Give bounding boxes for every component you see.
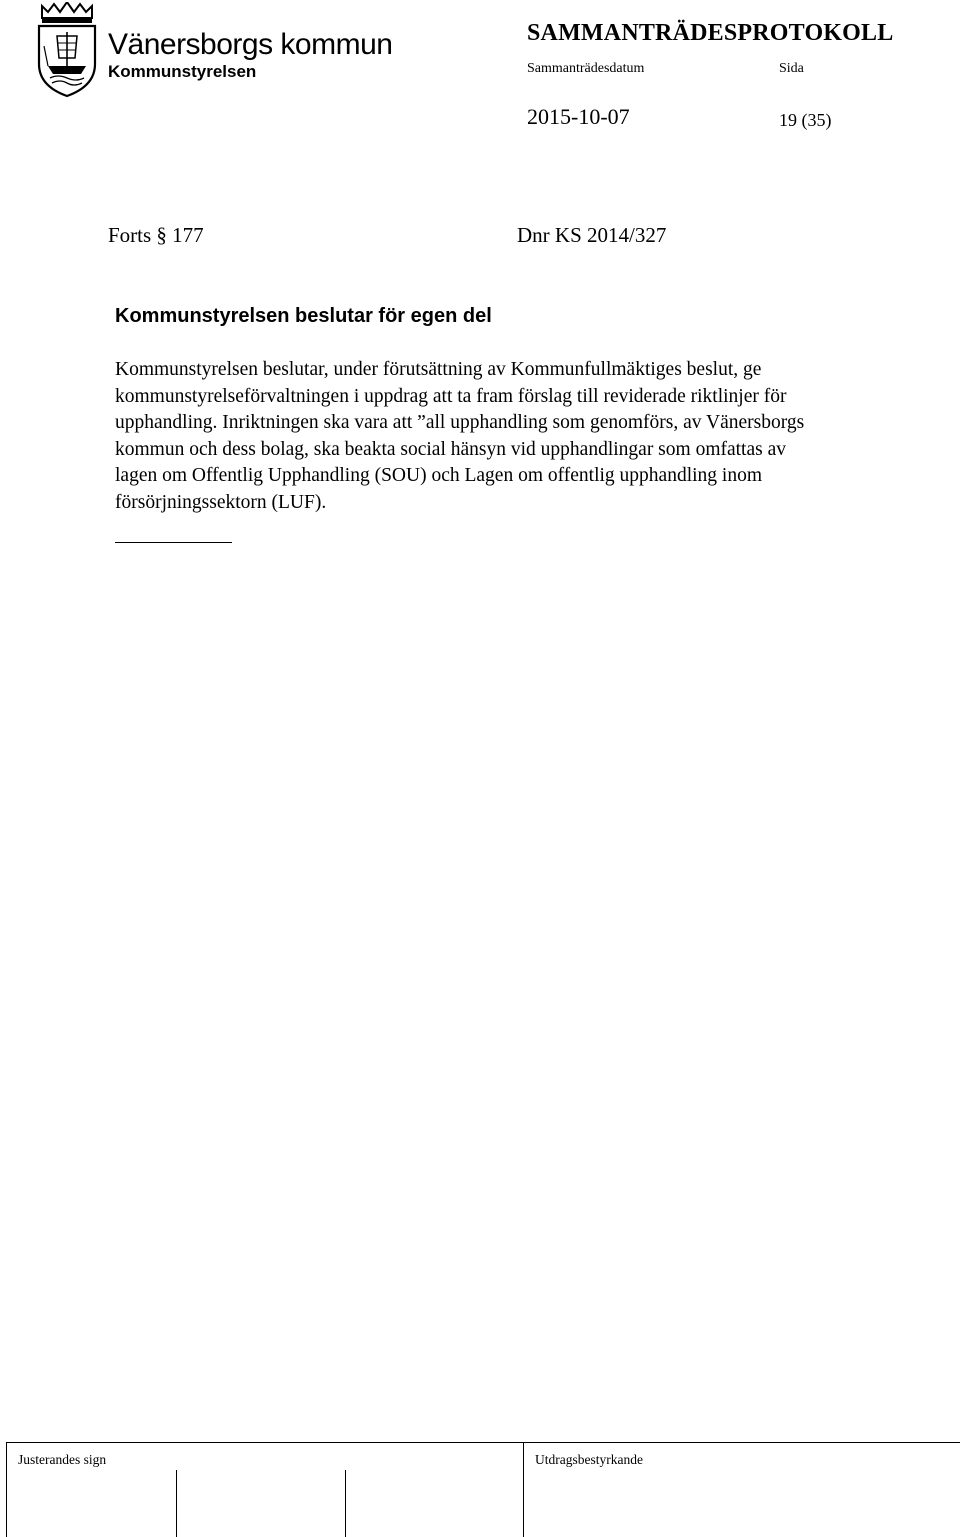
org-unit: Kommunstyrelsen bbox=[108, 62, 257, 81]
municipal-crest-logo bbox=[36, 2, 98, 98]
paragraph-line: kommun och dess bolag, ska beakta social hänsyn vid upphandlingar som omfattas av bbox=[115, 438, 786, 460]
section-end-rule bbox=[115, 542, 232, 543]
org-name: Vänersborgs kommun bbox=[108, 28, 393, 61]
footer-divider bbox=[6, 1442, 960, 1443]
signature-box-divider bbox=[345, 1470, 346, 1537]
paragraph-line: försörjningssektorn (LUF). bbox=[115, 491, 327, 513]
paragraph-line: Kommunstyrelsen beslutar, under förutsättning av Kommunfullmäktiges beslut, ge bbox=[115, 359, 762, 380]
paragraph-reference: Forts § 177 bbox=[108, 223, 204, 247]
signature-box-divider bbox=[176, 1470, 177, 1537]
date-label: Sammanträdesdatum bbox=[527, 61, 645, 76]
meeting-date: 2015-10-07 bbox=[527, 104, 630, 129]
decision-paragraph bbox=[115, 357, 960, 516]
case-number: Dnr KS 2014/327 bbox=[517, 223, 667, 247]
paragraph-line: kommunstyrelseförvaltningen i uppdrag att ta fram förslag till reviderade riktlinjer för bbox=[115, 385, 787, 407]
page-number: 19 (35) bbox=[779, 110, 832, 130]
footer-left-border bbox=[6, 1442, 7, 1537]
certifier-label: Utdragsbestyrkande bbox=[535, 1452, 643, 1467]
page-label: Sida bbox=[779, 61, 804, 76]
paragraph-line: upphandling. Inriktningen ska vara att ”all upphandling som genomförs, av Vänersborgs bbox=[115, 412, 805, 433]
paragraph-line: lagen om Offentlig Upphandling (SOU) och Lagen om offentlig upphandling inom bbox=[115, 465, 763, 486]
signers-label: Justerandes sign bbox=[18, 1452, 107, 1467]
document-type: SAMMANTRÄDESPROTOKOLL bbox=[527, 20, 894, 46]
section-heading: Kommunstyrelsen beslutar för egen del bbox=[115, 305, 492, 327]
footer-column-divider bbox=[523, 1442, 524, 1537]
